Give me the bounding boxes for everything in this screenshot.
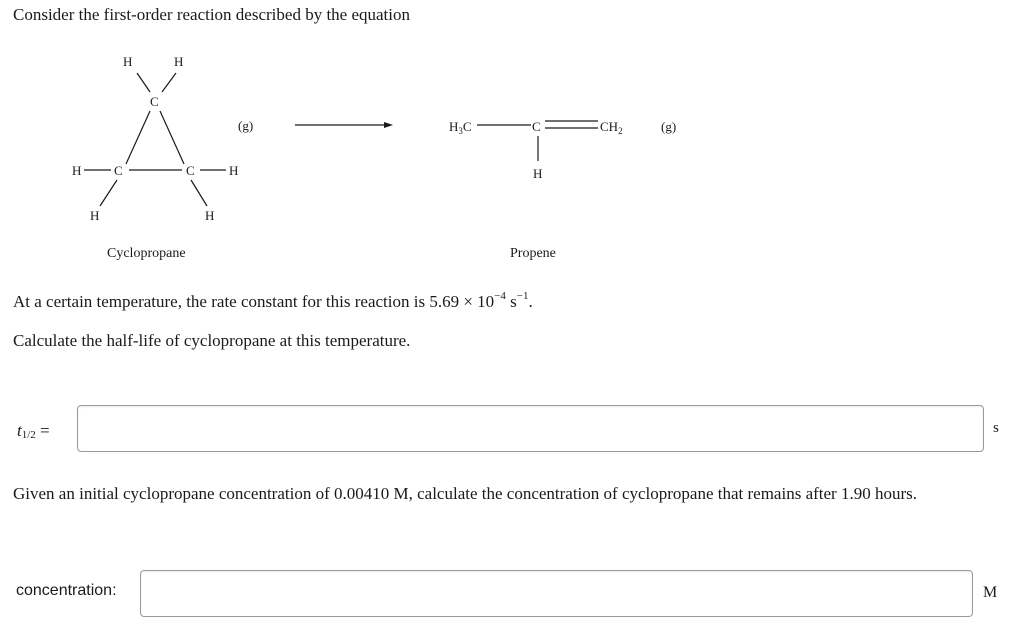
bond-c-h-left-down — [100, 180, 117, 206]
reaction-arrow-head — [384, 122, 393, 128]
concentration-label: concentration: — [16, 582, 117, 599]
h-atom-top-right: H — [174, 54, 184, 69]
half-life-question: Calculate the half-life of cyclopropane at this temperature. — [13, 331, 411, 350]
bond-h-c-top-left — [137, 73, 150, 92]
product-name: Propene — [510, 246, 556, 261]
half-life-input[interactable] — [77, 405, 984, 452]
c-atom-right: C — [186, 163, 195, 178]
product-h-atom: H — [533, 166, 543, 181]
product-ch2-atom: $CH_2$ — [600, 119, 623, 136]
c-atom-top: C — [150, 94, 159, 109]
concentration-unit: M — [983, 584, 998, 601]
h-atom-right: H — [229, 163, 239, 178]
phase-product: (g) — [661, 119, 677, 134]
concentration-question: Given an initial cyclopropane concentration of 0.00410 M, calculate the concentration of cyclopropane that remains after 1.90 hours. — [13, 484, 917, 503]
bond-c-h-right-down — [191, 180, 207, 206]
c-atom-left: C — [114, 163, 123, 178]
half-life-label: $t_{1/2}$ = — [17, 421, 50, 441]
bond-h-c-top-right — [162, 73, 176, 92]
concentration-input[interactable] — [140, 570, 973, 617]
ring-bond-right — [160, 111, 184, 164]
ring-bond-left — [126, 111, 150, 164]
h-atom-left: H — [72, 163, 82, 178]
product-c-atom: C — [532, 119, 541, 134]
product-h3-atom: $H_3C$ — [449, 119, 472, 136]
reactant-name: Cyclopropane — [107, 246, 186, 261]
h-atom-bottom-left: H — [90, 208, 100, 223]
rate-constant-text: At a certain temperature, the rate constant for this reaction is $5.69 \times 10^{-4}$ $s^{-1}$. — [13, 290, 533, 311]
reaction-diagram — [0, 40, 720, 270]
intro-text: Consider the first-order reaction described by the equation — [13, 5, 411, 24]
half-life-unit: s — [993, 420, 999, 436]
phase-reactant: (g) — [238, 118, 254, 133]
h-atom-bottom-right: H — [205, 208, 215, 223]
h-atom-top-left: H — [123, 54, 133, 69]
